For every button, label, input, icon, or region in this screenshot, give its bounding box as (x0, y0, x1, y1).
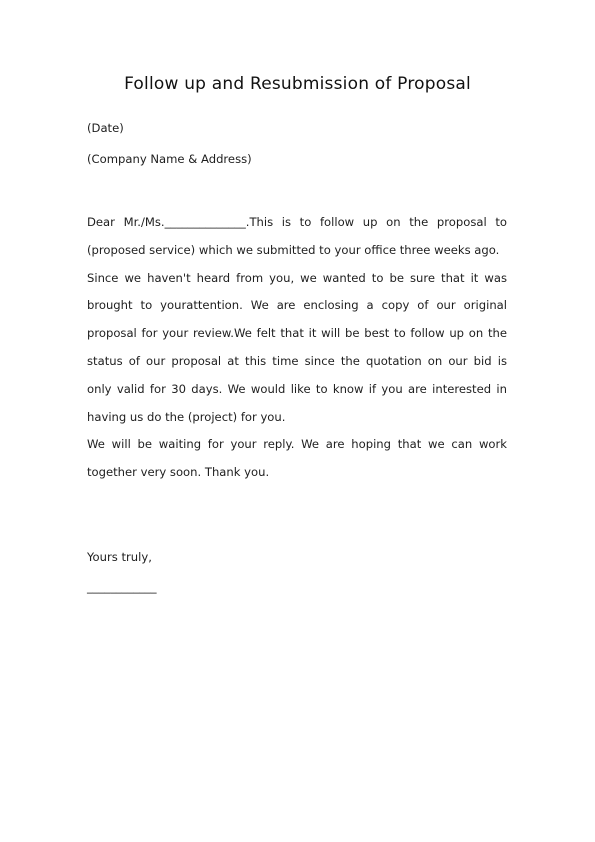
body-line: brought to yourattention. We are enclosing a copy of our original (87, 298, 507, 313)
body-line: status of our proposal at this time since the quotation on our bid is (87, 353, 507, 368)
body-line: only valid for 30 days. We would like to know if you are interested in (87, 381, 507, 396)
body-line: We will be waiting for your reply. We are hoping that we can work (87, 437, 507, 452)
body-line: proposal for your review.We felt that it will be best to follow up on the (87, 326, 507, 341)
body-line: together very soon. Thank you. (87, 465, 270, 480)
body-line: Since we haven't heard from you, we wanted to be sure that it was (87, 270, 507, 285)
company-name-address-placeholder: (Company Name & Address) (87, 152, 252, 166)
body-line: Dear Mr./Ms.______________.This is to follow up on the proposal to (87, 215, 507, 229)
body-line: (proposed service) which we submitted to your office three weeks ago. (87, 242, 500, 257)
body-line: having us do the (project) for you. (87, 409, 286, 424)
closing: Yours truly, (87, 550, 152, 564)
date-placeholder: (Date) (87, 121, 124, 135)
letter-body (87, 209, 507, 487)
document-title: Follow up and Resubmission of Proposal (124, 74, 471, 94)
signature-line: ____________ (87, 580, 157, 594)
